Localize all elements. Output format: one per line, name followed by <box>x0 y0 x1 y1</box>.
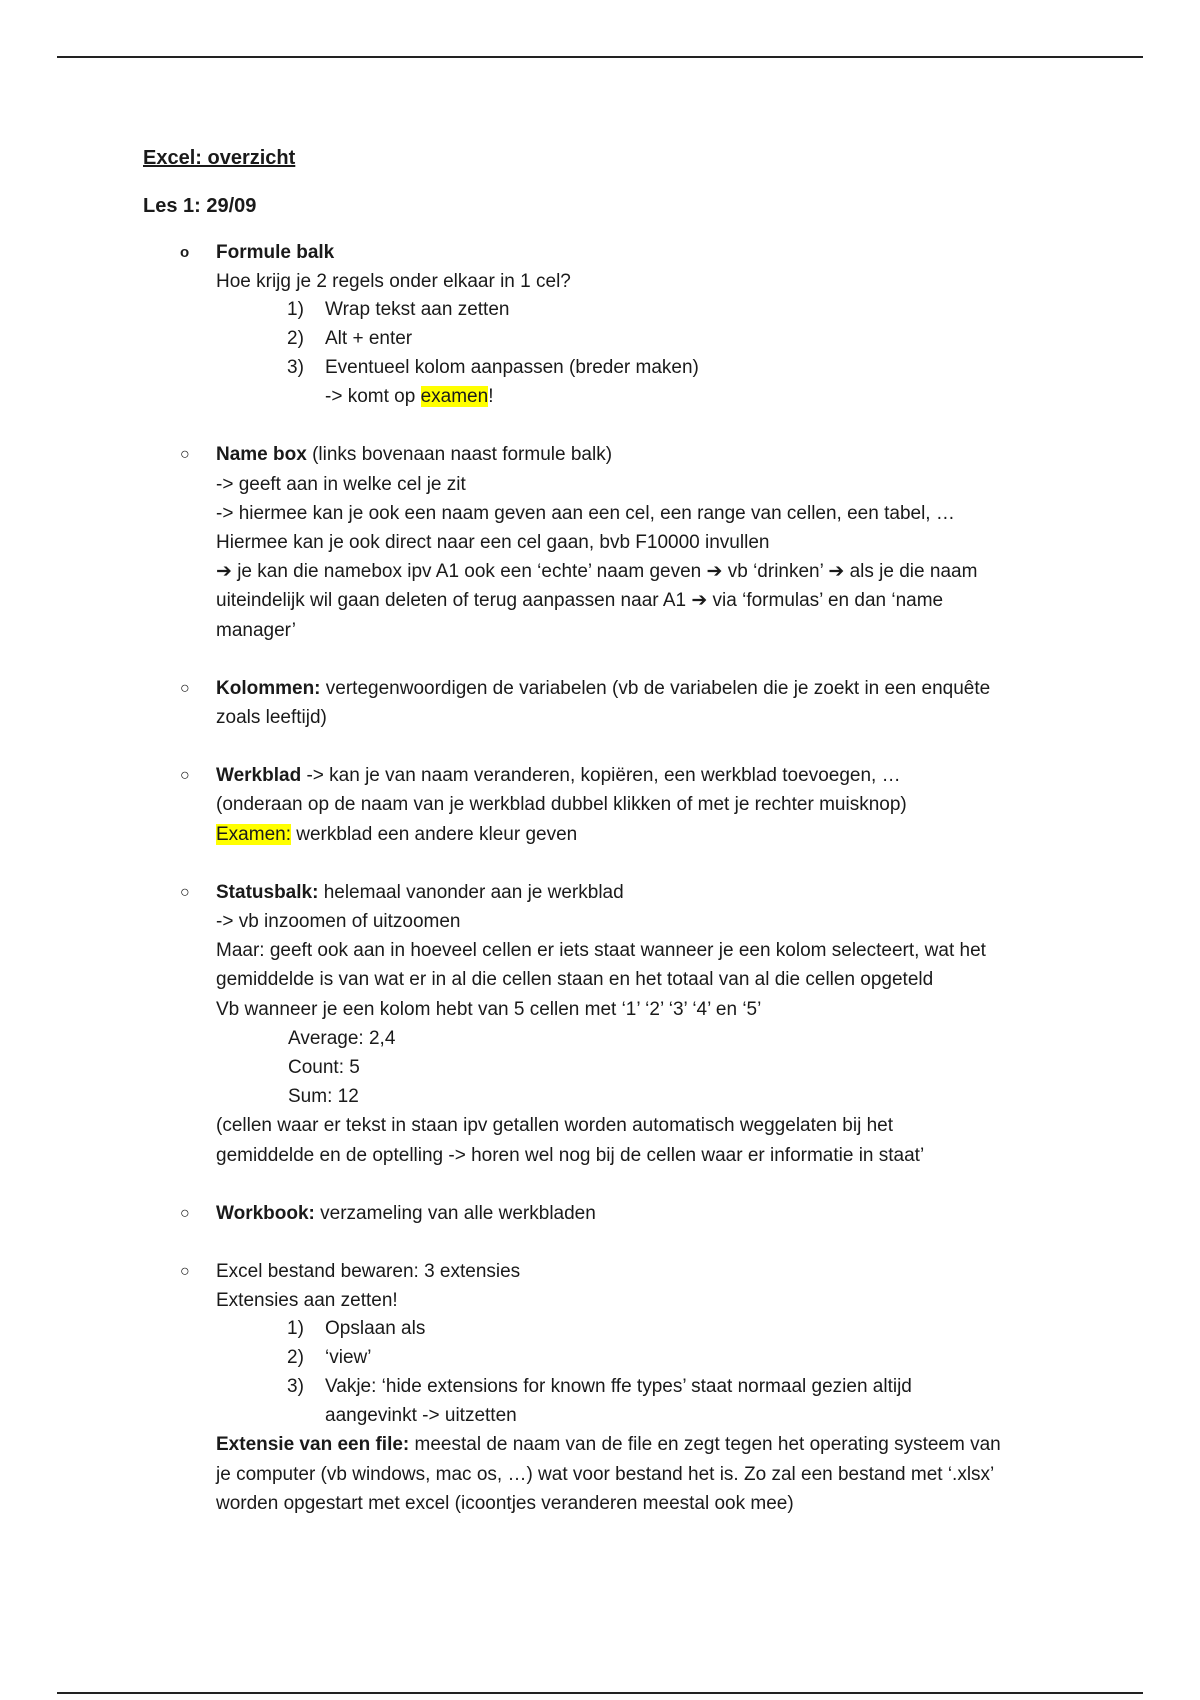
text-line: -> geeft aan in welke cel je zit <box>216 473 466 495</box>
stat-average: Average: 2,4 <box>288 1027 396 1049</box>
steps-list <box>143 296 1063 382</box>
text-line: je computer (vb windows, mac os, …) wat voor bestand het is. Zo zal een bestand met ‘.xlsx’ <box>216 1463 995 1485</box>
text-line: Maar: geeft ook aan in hoeveel cellen er iets staat wanneer je een kolom selecteert, wat het <box>216 940 986 962</box>
hollow-bullet-icon: ○ <box>180 1263 190 1281</box>
extension-explanation: Extensie van een file: meestal de naam van de file en zegt tegen het operating systeem van je computer (vb windows, mac os, …) wat voor bestand het is. Zo zal een bestand met ‘.xlsx’ worden opgestart met excel (icoontjes veranderen meestal ook mee) <box>143 1430 1063 1518</box>
page-title: Excel: overzicht <box>143 147 296 169</box>
question-text: Hoe krijg je 2 regels onder elkaar in 1 cel? <box>216 271 571 293</box>
section-kolommen: ○ Kolommen: vertegenwoordigen de variabelen (vb de variabelen die je zoekt in een enquête zoals leeftijd) <box>143 674 1063 732</box>
section-bestand-bewaren <box>143 1257 1063 1315</box>
text-line: (onderaan op de naam van je werkblad dubbel klikken of met je rechter muisknop) <box>216 794 907 816</box>
hollow-bullet-icon: ○ <box>180 767 190 785</box>
list-item: 1) Opslaan als <box>287 1318 426 1340</box>
text-line: worden opgestart met excel (icoontjes veranderen meestal ook mee) <box>216 1492 794 1514</box>
text-line: Hiermee kan je ook direct naar een cel gaan, bvb F10000 invullen <box>216 532 770 553</box>
section-name-box: ○ Name box (links bovenaan naast formule balk) -> geeft aan in welke cel je zit -> hiermee kan je ook een naam geven aan een cel, een range van cellen, een tabel, … Hiermee kan je ook direct naar een cel gaan, bvb F10000 invullen ➔ je kan die namebox ipv A1 ook een ‘echte’ naam geven ➔ vb ‘drinken’ ➔ als je die naam uiteindelijk wil gaan deleten of terug aanpassen naar A1 ➔ via ‘formulas’ en dan ‘name manager’ <box>143 440 1063 644</box>
section-heading: Formule balk <box>216 242 335 263</box>
text-line: Excel bestand bewaren: 3 extensies <box>216 1261 521 1283</box>
text-line: (cellen waar er tekst in staan ipv getallen worden automatisch weggelaten bij het <box>216 1115 893 1137</box>
text-line: Vb wanneer je een kolom hebt van 5 cellen met ‘1’ ‘2’ ‘3’ ‘4’ en ‘5’ <box>216 998 762 1020</box>
list-item: 3) Vakje: ‘hide extensions for known ffe types’ staat normaal gezien altijd <box>287 1375 912 1397</box>
text-line: gemiddelde en de optelling -> horen wel nog bij de cellen waar er informatie in staat’ <box>216 1144 925 1166</box>
section-formule-balk <box>143 238 1063 296</box>
section-statusbalk: ○ Statusbalk: helemaal vanonder aan je werkblad -> vb inzoomen of uitzoomen Maar: geeft ook aan in hoeveel cellen er iets staat wanneer je een kolom selecteert, wat het gemiddelde is van wat er in al die cellen staan en het totaal van al die cellen opgeteld Vb wanneer je een kolom hebt van 5 cellen met ‘1’ ‘2’ ‘3’ ‘4’ en ‘5’ Average: 2,4 Count: 5 Sum: 12 (cellen waar er tekst in staan ipv getallen worden automatisch weggelaten bij het gemiddelde en de optelling -> horen wel nog bij de cellen waar er informatie in staat’ <box>143 878 1063 1170</box>
text-line: zoals leeftijd) <box>216 707 327 729</box>
highlight: Examen: <box>216 823 291 845</box>
hollow-bullet-icon: ○ <box>180 446 190 464</box>
footer-rule <box>57 1692 1143 1694</box>
text-line: -> hiermee kan je ook een naam geven aan een cel, een range van cellen, een tabel, … <box>216 502 955 524</box>
stat-count: Count: 5 <box>288 1057 360 1079</box>
solid-bullet-icon: o <box>180 244 190 261</box>
steps-list <box>143 1315 1063 1401</box>
list-item: 3) Eventueel kolom aanpassen (breder maken) <box>287 356 699 378</box>
list-item: 2) ‘view’ <box>287 1347 372 1369</box>
stat-sum: Sum: 12 <box>288 1086 359 1108</box>
list-item: 2) Alt + enter <box>287 328 413 349</box>
text-line: aangevinkt -> uitzetten <box>325 1405 517 1427</box>
lesson-heading: Les 1: 29/09 <box>143 195 257 217</box>
document-body <box>143 143 1063 1518</box>
header-rule <box>57 56 1143 58</box>
highlight: examen <box>420 386 489 408</box>
text-line: manager’ <box>216 619 296 641</box>
exam-note: -> komt op examen! <box>325 386 494 408</box>
hollow-bullet-icon: ○ <box>180 679 190 697</box>
hollow-bullet-icon: ○ <box>180 1204 190 1222</box>
hollow-bullet-icon: ○ <box>180 883 190 901</box>
section-werkblad: ○ Werkblad -> kan je van naam veranderen, kopiëren, een werkblad toevoegen, … (onderaan op de naam van je werkblad dubbel klikken of met je rechter muisknop) Examen: werkblad een andere kleur geven <box>143 761 1063 849</box>
text-line: -> vb inzoomen of uitzoomen <box>216 911 461 933</box>
text-line: gemiddelde is van wat er in al die cellen staan en het totaal van al die cellen opgeteld <box>216 969 934 991</box>
text-line: ➔ je kan die namebox ipv A1 ook een ‘echte’ naam geven ➔ vb ‘drinken’ ➔ als je die naam <box>216 561 978 583</box>
section-workbook: ○ Workbook: verzameling van alle werkbladen <box>143 1199 1063 1228</box>
list-item: 1) Wrap tekst aan zetten <box>287 299 510 321</box>
text-line: uiteindelijk wil gaan deleten of terug aanpassen naar A1 ➔ via ‘formulas’ en dan ‘name <box>216 590 944 612</box>
text-line: Extensies aan zetten! <box>216 1290 398 1312</box>
